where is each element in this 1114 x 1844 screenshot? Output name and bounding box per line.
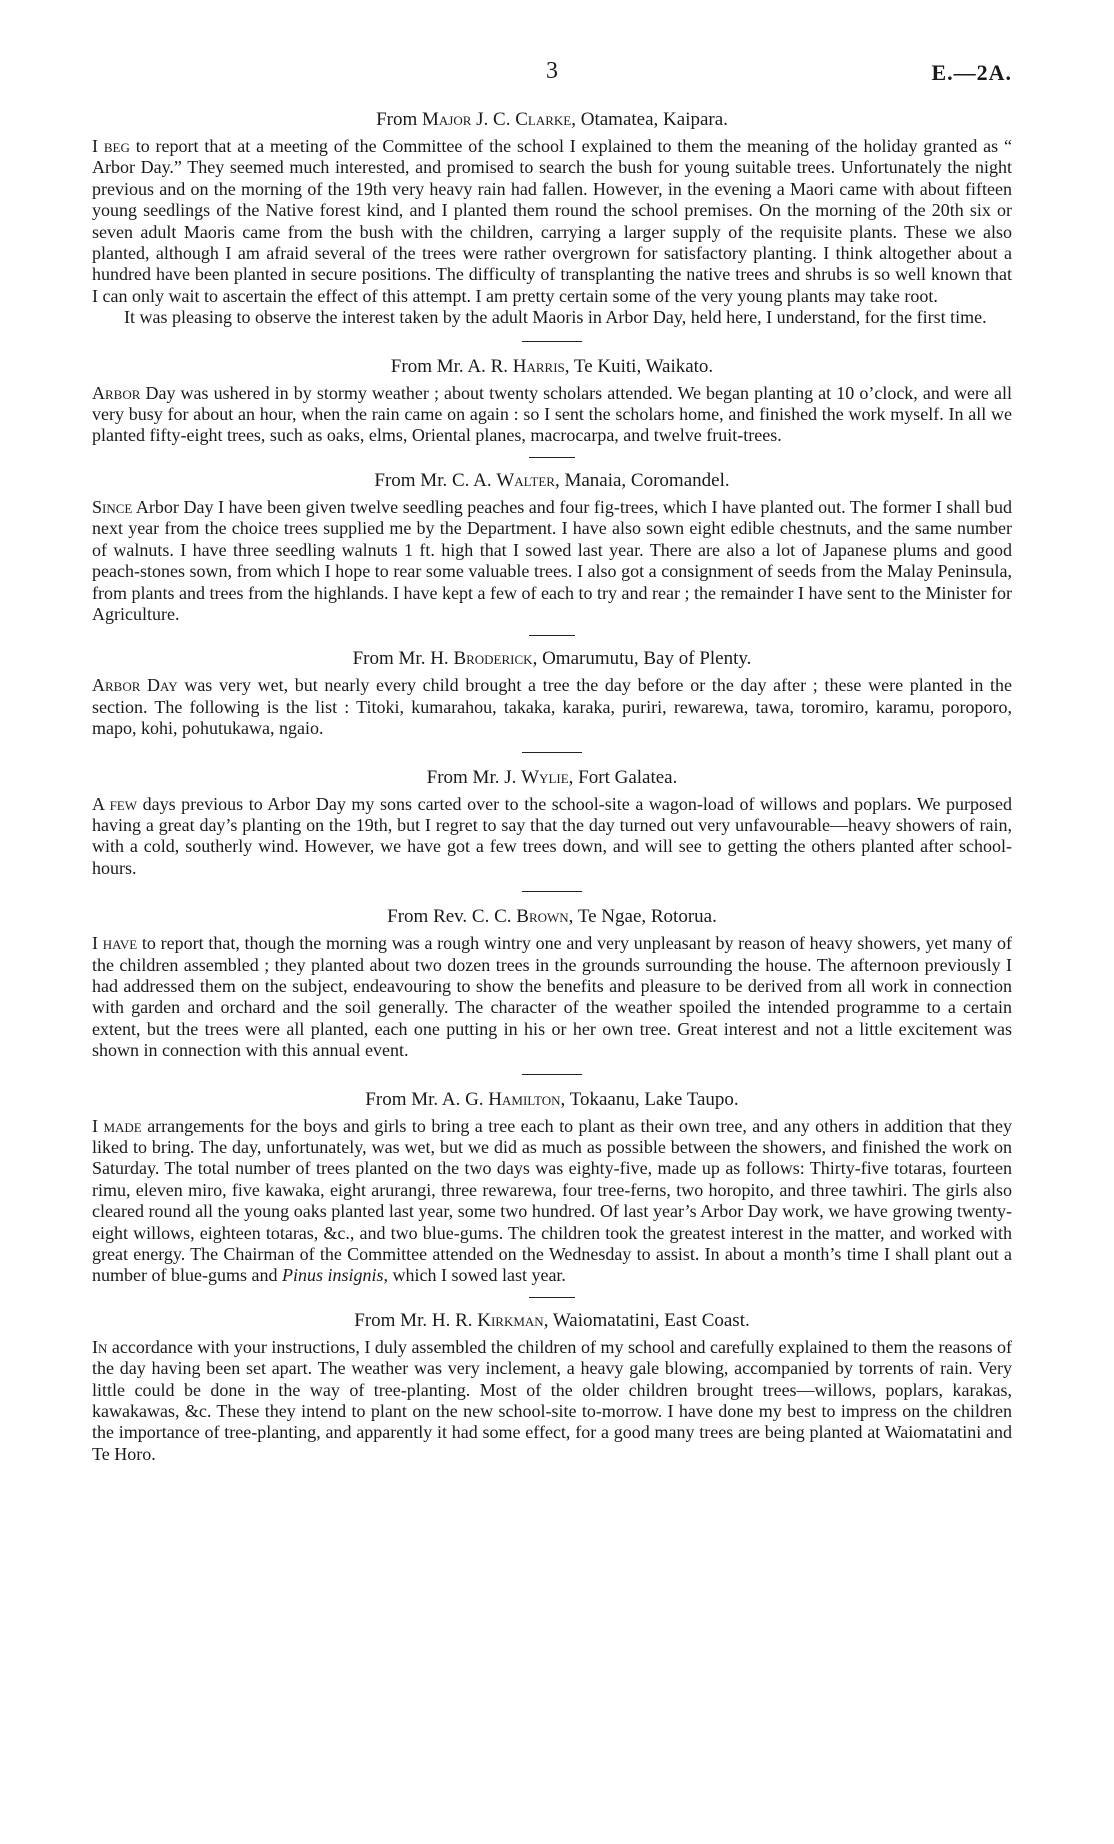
author-name: Hamilton: [488, 1088, 561, 1110]
paragraph-text: arrangements for the boys and girls to bring a tree each to plant as their own tree, and any others in addition that they liked to bring. The day, unfortunately, was wet, but we did as much as possible between the showers, and finished the work on Saturday. The total number of trees planted on the two days was eighty-five, made up as follows: Thirty-five totaras, fourteen rimu, eleven miro, five kawaka, eight arurangi, three rewarewa, four tree-ferns, two horopito, and three tawhiri. The girls also cleared round all the young oaks planted last year, some two hundred. Of last year’s Arbor Day work, we have growing twenty-eight willows, eighteen totaras, &c., and two blue-gums. The children took the greatest interest in the matter, and worked with great energy. The Chairman of the Committee attended on the Wednesday to assist. In about a month’s time I shall plant out a number of blue-gums and: [92, 1115, 1012, 1286]
letter-harris: [92, 355, 1012, 447]
lead-words: I beg: [92, 136, 130, 156]
lead-words: I have: [92, 933, 138, 954]
section-divider: [522, 891, 582, 892]
paragraph-text: days previous to Arbor Day my sons carted over to the school-site a wagon-load of willows and poplars. We purposed having a great day’s planting on the 19th, but I regret to say that the day turned out very unfavourable—heavy showers of rain, with a cold, southerly wind. However, we have got a few trees down, and will see to getting the others planted after school-hours.: [92, 793, 1013, 878]
lead-words: Since: [92, 496, 133, 517]
page-header: [92, 58, 1012, 92]
paragraph-text: Arbor Day I have been given twelve seedling peaches and four fig-trees, which I have planted out. The former I shall bud next year from the choice trees supplied me by the Department. I have also sown eight edible chestnuts, and the same number of walnuts. I have three seedling walnuts 1 ft. high that I sowed last year. There are also a lot of Japanese plums and good peach-stones sown, from which I hope to rear some valuable trees. I also got a consignment of seeds from the Malay Peninsula, from plants and trees from the highlands. I have kept a few of each to try and rear ; the remainder I have sent to the Minister for Agriculture.: [92, 496, 1012, 624]
author-place: , Otamatea, Kaipara.: [571, 109, 728, 130]
page-reference: E.—2A.: [931, 60, 1012, 85]
author-place: , Te Kuiti, Waikato.: [564, 355, 714, 377]
letter-heading: [92, 1088, 1012, 1112]
letter-body: [92, 675, 1012, 739]
letter-body: [92, 1116, 1012, 1287]
section-divider: [529, 457, 575, 458]
from-prefix: From Mr. J.: [426, 766, 517, 788]
paragraph: [92, 675, 1012, 739]
section-divider: [522, 752, 582, 753]
author-place: , Fort Galatea.: [568, 766, 678, 788]
paragraph: [92, 1116, 1012, 1287]
author-name: Broderick: [453, 648, 533, 670]
author-place: , Omarumutu, Bay of Plenty.: [532, 648, 752, 670]
letter-kirkman: [92, 1309, 1012, 1465]
letter-body: [92, 497, 1012, 625]
letter-heading: [92, 108, 1012, 132]
paragraph: [92, 1337, 1012, 1465]
paragraph-text: to report that, though the morning was a rough wintry one and very unpleasant by reason of heavy showers, yet many of the children assembled ; they planted about two dozen trees in the grounds surrounding the house. The afternoon previously I had addressed them on the subject, endeavouring to show the benefits and pleasure to be derived from all work in connection with garden and orchard and the soil generally. The character of the weather spoiled the intended programme to a certain extent, but the trees were all planted, each one putting in his or her own tree. Great interest and not a little excitement was shown in connection with this annual event.: [92, 933, 1012, 1061]
letter-clarke: [92, 108, 1012, 329]
author-place: , Te Ngae, Rotorua.: [568, 906, 717, 928]
author-name: Harris: [512, 355, 565, 377]
from-prefix: From Mr. C. A.: [374, 469, 492, 491]
paragraph-text: to report that at a meeting of the Committee of the school I explained to them the meaning of the holiday granted as “ Arbor Day.” They seemed much interested, and promised to search the bush for young suitable trees. Unfortunately the night previous and on the morning of the 19th very heavy rain had fallen. However, in the evening a Maori came with about fifteen young seedlings of the Native forest kind, and I planted them round the school premises. On the morning of the 20th six or seven adult Maoris came from the bush with the children, carrying a larger supply of the requisite plants. These we also planted, although I am afraid several of the trees were rather overgrown for satisfactory planting. I think altogether about a hundred have been planted in secure positions. The difficulty of transplanting the native trees and shrubs is so well known that I can only wait to ascertain the effect of this attempt. I am pretty certain some of the very young plants may take root.: [92, 136, 1013, 306]
lead-words: Arbor: [92, 382, 141, 403]
author-place: , Waiomatatini, East Coast.: [543, 1309, 750, 1331]
letter-body: [92, 383, 1012, 447]
letter-heading: [92, 647, 1012, 671]
paragraph: [92, 136, 1012, 307]
letter-wylie: [92, 766, 1012, 880]
paragraph: [92, 497, 1012, 625]
page-number: 3: [546, 58, 558, 84]
section-divider: [522, 341, 582, 342]
from-prefix: From Mr. A. R.: [390, 355, 508, 377]
author-name: Kirkman: [477, 1309, 544, 1331]
section-divider: [529, 635, 575, 636]
lead-words: I made: [92, 1115, 142, 1136]
from-prefix: From: [376, 109, 418, 130]
from-prefix: From Mr. H. R.: [354, 1309, 473, 1331]
author-place: , Manaia, Coromandel.: [554, 469, 730, 491]
paragraph-text-end: , which I sowed last year.: [383, 1265, 566, 1286]
italic-species-name: Pinus insignis: [281, 1265, 384, 1286]
section-divider: [522, 1074, 582, 1075]
letter-heading: [92, 469, 1012, 493]
section-divider: [529, 1297, 575, 1298]
lead-words: A few: [92, 793, 138, 814]
from-prefix: From Mr. A. G.: [365, 1088, 484, 1110]
letter-heading: [92, 1309, 1012, 1333]
letter-body: [92, 794, 1012, 880]
paragraph-text: was very wet, but nearly every child brought a tree the day before or the day after ; these were planted in the section. The following is the list : Titoki, kumarahou, takaka, karaka, puriri, rewarewa, tawa, toromiro, karamu, poroporo, mapo, kohi, pohutukawa, ngaio.: [92, 675, 1013, 739]
letter-heading: [92, 766, 1012, 790]
letter-broderick: [92, 647, 1012, 739]
from-prefix: From Mr. H.: [352, 648, 449, 670]
author-place: , Tokaanu, Lake Taupo.: [560, 1088, 739, 1110]
author-name: Major J. C. Clarke: [422, 109, 572, 130]
paragraph: [92, 383, 1012, 447]
letter-body: [92, 1337, 1012, 1465]
paragraph-text: Day was ushered in by stormy weather ; about twenty scholars attended. We began planting at 10 o’clock, and were all very busy for about an hour, when the rain came on again : so I sent the scholars home, and finished the work myself. In all we planted fifty-eight trees, such as oaks, elms, Oriental planes, macrocarpa, and twelve fruit-trees.: [92, 382, 1012, 446]
lead-words: In: [92, 1336, 108, 1357]
paragraph: It was pleasing to observe the interest taken by the adult Maoris in Arbor Day, held here, I understand, for the first time.: [124, 307, 987, 328]
letter-hamilton: [92, 1088, 1012, 1287]
author-name: Brown: [516, 906, 569, 928]
letter-body: [92, 933, 1012, 1061]
letter-body: [92, 136, 1012, 329]
letter-heading: [92, 355, 1012, 379]
letter-brown: [92, 905, 1012, 1061]
paragraph: [92, 933, 1012, 1061]
from-prefix: From Rev. C. C.: [387, 906, 512, 928]
paragraph-text: accordance with your instructions, I duly assembled the children of my school and carefully explained to them the reasons of the day having been set apart. The weather was very inclement, a heavy gale blowing, accompanied by torrents of rain. Very little could be done in the way of tree-planting. Most of the older children brought trees—willows, poplars, karakas, kawakawas, &c. These they intend to plant on the new school-site to-morrow. I have done my best to impress on the children the importance of tree-planting, and apparently it had some effect, for a good many trees are being planted at Waiomatatini and Te Horo.: [92, 1336, 1012, 1464]
letter-heading: [92, 905, 1012, 929]
author-name: Wylie: [521, 766, 569, 788]
paragraph: [92, 794, 1012, 880]
lead-words: Arbor Day: [92, 675, 178, 696]
author-name: Walter: [496, 469, 555, 491]
letter-walter: [92, 469, 1012, 625]
